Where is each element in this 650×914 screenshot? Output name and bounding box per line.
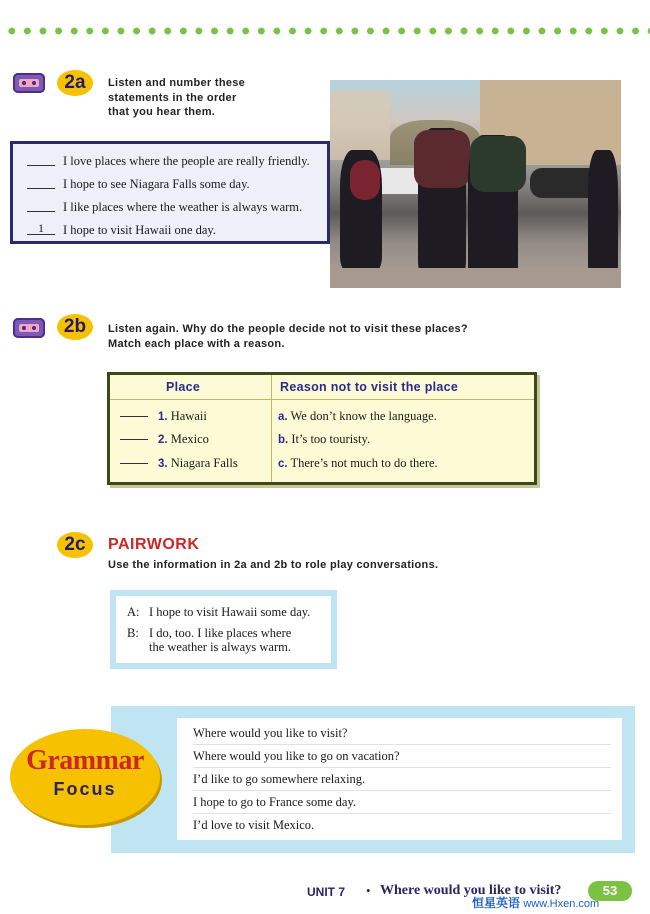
answer-blank[interactable] xyxy=(120,431,148,440)
instruction-line: Listen again. Why do the people decide not to visit these places? xyxy=(108,323,468,335)
answer-blank[interactable] xyxy=(120,408,148,417)
grammar-sentence: I’d like to go somewhere relaxing. xyxy=(193,768,611,791)
grammar-focus-badge xyxy=(10,729,160,825)
reason-row xyxy=(278,408,437,424)
speaker-label: A: xyxy=(127,605,140,619)
cassette-icon xyxy=(13,318,45,338)
speaker-line: the weather is always warm. xyxy=(149,640,291,654)
footer-bullet: • xyxy=(366,883,371,898)
reason-letter: c. xyxy=(278,458,288,470)
reason-text: We don’t know the language. xyxy=(290,409,437,423)
table-row xyxy=(120,455,238,471)
instruction-2b xyxy=(108,322,468,351)
grammar-sentence: Where would you like to go on vacation? xyxy=(193,745,611,768)
place-name: Hawaii xyxy=(170,409,207,423)
answer-blank[interactable] xyxy=(27,153,55,166)
reason-text: It’s too touristy. xyxy=(291,432,371,446)
statement-row xyxy=(27,222,216,238)
dotted-border xyxy=(0,26,650,36)
speaker-line: I hope to visit Hawaii some day. xyxy=(149,605,311,619)
statement-text: I hope to visit Hawaii one day. xyxy=(63,223,216,237)
speaker-line: I do, too. I like places where xyxy=(149,626,292,640)
statement-text: I love places where the people are really friendly. xyxy=(63,154,310,168)
instruction-line: that you hear them. xyxy=(108,106,216,118)
statement-text: I hope to see Niagara Falls some day. xyxy=(63,177,250,191)
matching-table xyxy=(107,372,537,485)
backpackers-photo xyxy=(330,80,621,288)
footer-title: Where would you like to visit? xyxy=(380,883,562,898)
table-row xyxy=(120,431,209,447)
answer-blank[interactable]: 1 xyxy=(27,222,55,235)
grammar-sentence: I’d love to visit Mexico. xyxy=(193,818,315,832)
exercise-badge-2b: 2b xyxy=(57,314,93,340)
grammar-focus-subtitle: Focus xyxy=(53,779,117,799)
column-divider xyxy=(271,375,272,482)
reason-letter: a. xyxy=(278,411,288,423)
answer-blank[interactable] xyxy=(27,199,55,212)
header-place: Place xyxy=(166,380,201,394)
header-reason: Reason not to visit the place xyxy=(280,380,459,394)
instruction-2a xyxy=(108,76,245,120)
place-number: 2. xyxy=(158,434,168,446)
instruction-line: Match each place with a reason. xyxy=(108,337,285,350)
speaker-label: B: xyxy=(127,626,139,640)
statements-box xyxy=(10,141,330,244)
grammar-sentence: Where would you like to visit? xyxy=(193,722,611,745)
page-number: 53 xyxy=(588,881,632,901)
instruction-line: Listen and number these xyxy=(108,77,246,89)
conversation-box xyxy=(110,590,337,669)
table-row xyxy=(120,408,207,424)
statement-text: I like places where the weather is always warm. xyxy=(63,200,303,214)
place-name: Niagara Falls xyxy=(170,456,238,470)
answer-blank[interactable] xyxy=(120,455,148,464)
reason-row xyxy=(278,455,438,471)
pairwork-title: PAIRWORK xyxy=(108,536,200,553)
instruction-2c: Use the information in 2a and 2b to role play conversations. xyxy=(108,559,439,571)
grammar-focus-panel xyxy=(177,718,622,840)
grammar-sentence: I hope to go to France some day. xyxy=(193,791,611,814)
statement-row xyxy=(27,199,302,215)
reason-letter: b. xyxy=(278,434,289,446)
watermark-text: 恒星英语 xyxy=(472,896,521,910)
answer-blank[interactable] xyxy=(27,176,55,189)
watermark xyxy=(472,894,599,911)
reason-row xyxy=(278,431,370,447)
footer-unit: UNIT 7 xyxy=(307,885,346,899)
reason-text: There’s not much to do there. xyxy=(290,456,438,470)
statement-row xyxy=(27,176,250,192)
statement-row xyxy=(27,153,310,169)
cassette-icon xyxy=(13,73,45,93)
exercise-badge-2c: 2c xyxy=(57,532,93,558)
instruction-line: statements in the order xyxy=(108,91,237,104)
exercise-badge-2a: 2a xyxy=(57,70,93,96)
watermark-url: www.Hxen.com xyxy=(523,898,600,910)
place-number: 3. xyxy=(158,458,168,470)
grammar-focus-title: Grammar xyxy=(26,745,144,776)
place-number: 1. xyxy=(158,411,168,423)
place-name: Mexico xyxy=(170,432,209,446)
